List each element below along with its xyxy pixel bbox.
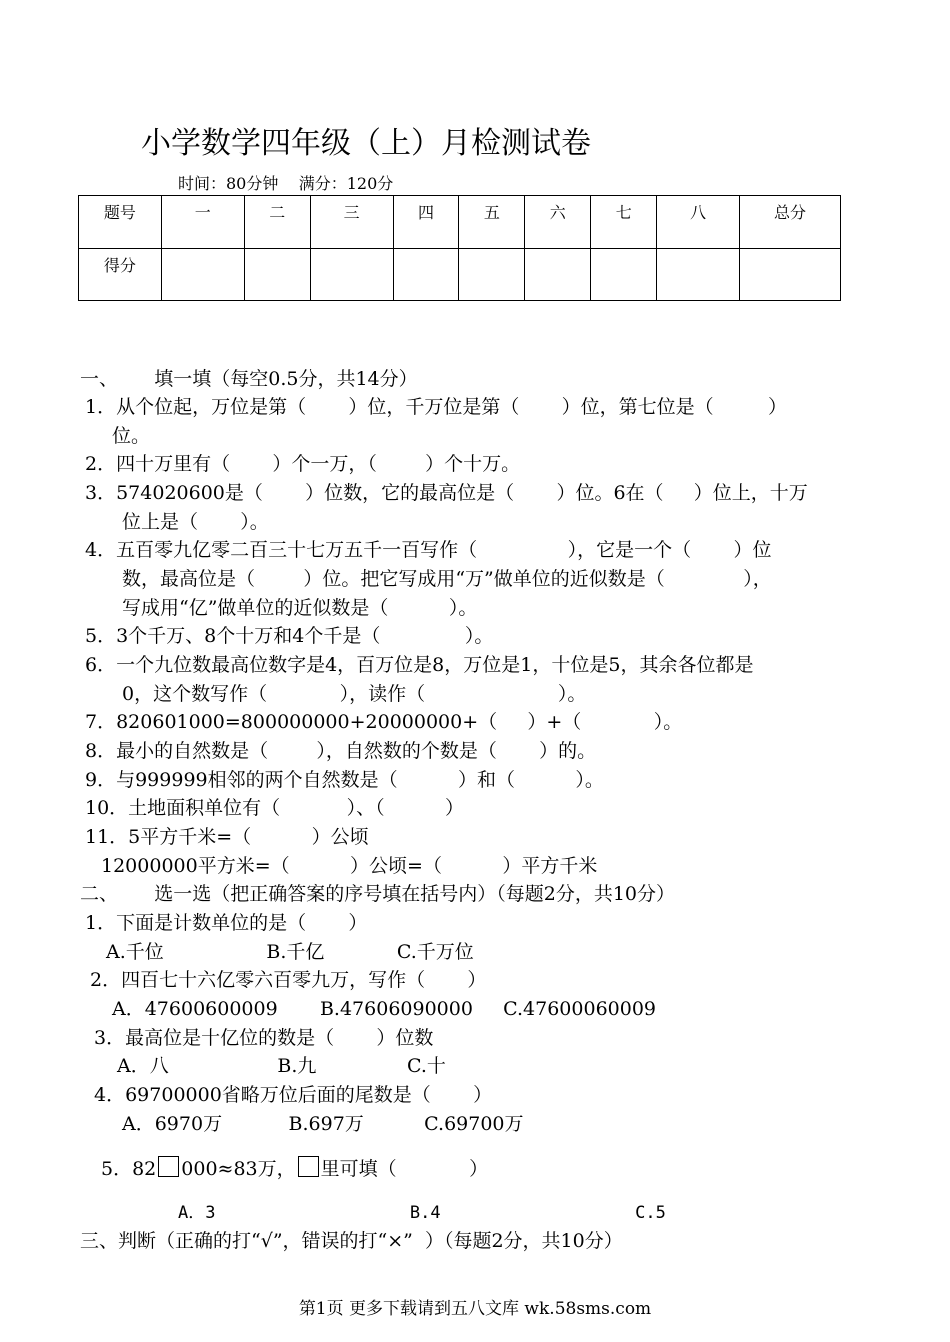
table-header-cell: 题号 bbox=[79, 196, 162, 249]
blank-box-icon bbox=[158, 1156, 179, 1177]
score-cell[interactable] bbox=[459, 249, 525, 301]
score-table bbox=[78, 195, 841, 301]
score-row-label: 得分 bbox=[79, 249, 162, 301]
question-line: 3．最高位是十亿位的数是（ ）位数 bbox=[94, 1027, 434, 1049]
table-header-cell: 五 bbox=[459, 196, 525, 249]
question-line: 10．土地面积单位有（ ）、（ ） bbox=[85, 797, 465, 819]
table-header-cell: 八 bbox=[657, 196, 740, 249]
options-line: A．47600600009 B.47606090000 C.47600060009 bbox=[112, 998, 657, 1020]
options-line: A．3 B.4 C.5 bbox=[178, 1203, 666, 1223]
score-cell[interactable] bbox=[525, 249, 591, 301]
options-line: A.千位 B.千亿 C.千万位 bbox=[106, 941, 474, 963]
question-line: 位。 bbox=[112, 425, 151, 447]
page-footer: 第1页 更多下载请到五八文库 wk.58sms.com bbox=[298, 1299, 652, 1319]
question-line: 11．5平方千米=（ ）公顷 bbox=[85, 826, 369, 848]
question-line: 位上是（ ）。 bbox=[122, 511, 269, 533]
score-cell[interactable] bbox=[393, 249, 459, 301]
table-header-cell: 三 bbox=[310, 196, 393, 249]
table-header-cell: 四 bbox=[393, 196, 459, 249]
section-3-heading: 三、判断（正确的打“√”，错误的打“×” ）（每题2分，共10分） bbox=[80, 1230, 623, 1252]
table-header-cell: 总分 bbox=[740, 196, 841, 249]
question-line: 4．69700000省略万位后面的尾数是（ ） bbox=[94, 1084, 493, 1106]
question-line: 7．820601000=800000000+20000000+（ ）+（ ）。 bbox=[85, 711, 683, 733]
question-middle: 000≈83万， bbox=[181, 1158, 296, 1180]
question-line: 写成用“亿”做单位的近似数是（ ）。 bbox=[122, 597, 478, 619]
exam-meta: 时间：80分钟 满分：120分 bbox=[178, 174, 394, 193]
question-line: 9．与999999相邻的两个自然数是（ ）和（ ）。 bbox=[85, 769, 604, 791]
options-line: A．八 B.九 C.十 bbox=[117, 1055, 446, 1077]
blank-box-icon bbox=[298, 1156, 319, 1177]
score-cell[interactable] bbox=[161, 249, 244, 301]
score-cell[interactable] bbox=[244, 249, 310, 301]
table-header-cell: 七 bbox=[591, 196, 657, 249]
question-line: 2．四十万里有（ ）个一万，（ ）个十万。 bbox=[85, 453, 521, 475]
question-line: 8．最小的自然数是（ ），自然数的个数是（ ）的。 bbox=[85, 740, 597, 762]
score-cell[interactable] bbox=[591, 249, 657, 301]
question-line: 4．五百零九亿零二百三十七万五千一百写作（ ），它是一个（ ）位 bbox=[85, 539, 772, 561]
question-line: 5．3个千万、8个十万和4个千是（ ）。 bbox=[85, 625, 494, 647]
question-line: 3．574020600是（ ）位数，它的最高位是（ ）位。6在（ ）位上，十万 bbox=[85, 482, 808, 504]
question-line: 1．下面是计数单位的是（ ） bbox=[85, 912, 368, 934]
question-line: 12000000平方米=（ ）公顷=（ ）平方千米 bbox=[101, 855, 598, 877]
table-header-cell: 一 bbox=[161, 196, 244, 249]
question-line: 1．从个位起，万位是第（ ）位，千万位是第（ ）位，第七位是（ ） bbox=[85, 396, 787, 418]
section-1-heading: 一、 填一填（每空0.5分，共14分） bbox=[80, 368, 418, 390]
table-header-cell: 六 bbox=[525, 196, 591, 249]
question-line: 6．一个九位数最高位数字是4，百万位是8，万位是1，十位是5，其余各位都是 bbox=[85, 654, 754, 676]
question-line: 数，最高位是（ ）位。把它写成用“万”做单位的近似数是（ ）， bbox=[122, 568, 772, 590]
question-prefix: 5．82 bbox=[101, 1158, 157, 1180]
options-line: A．6970万 B.697万 C.69700万 bbox=[122, 1113, 524, 1135]
question-line: 2．四百七十六亿零六百零九万，写作（ ） bbox=[90, 969, 487, 991]
question-suffix: 里可填（ ） bbox=[320, 1158, 489, 1180]
score-cell[interactable] bbox=[310, 249, 393, 301]
page-title: 小学数学四年级（上）月检测试卷 bbox=[141, 126, 591, 161]
section-2-heading: 二、 选一选（把正确答案的序号填在括号内）（每题2分，共10分） bbox=[80, 883, 676, 905]
score-cell[interactable] bbox=[740, 249, 841, 301]
score-cell[interactable] bbox=[657, 249, 740, 301]
question-line bbox=[101, 1154, 488, 1181]
table-header-cell: 二 bbox=[244, 196, 310, 249]
question-line: 0，这个数写作（ ），读作（ ）。 bbox=[122, 683, 587, 705]
